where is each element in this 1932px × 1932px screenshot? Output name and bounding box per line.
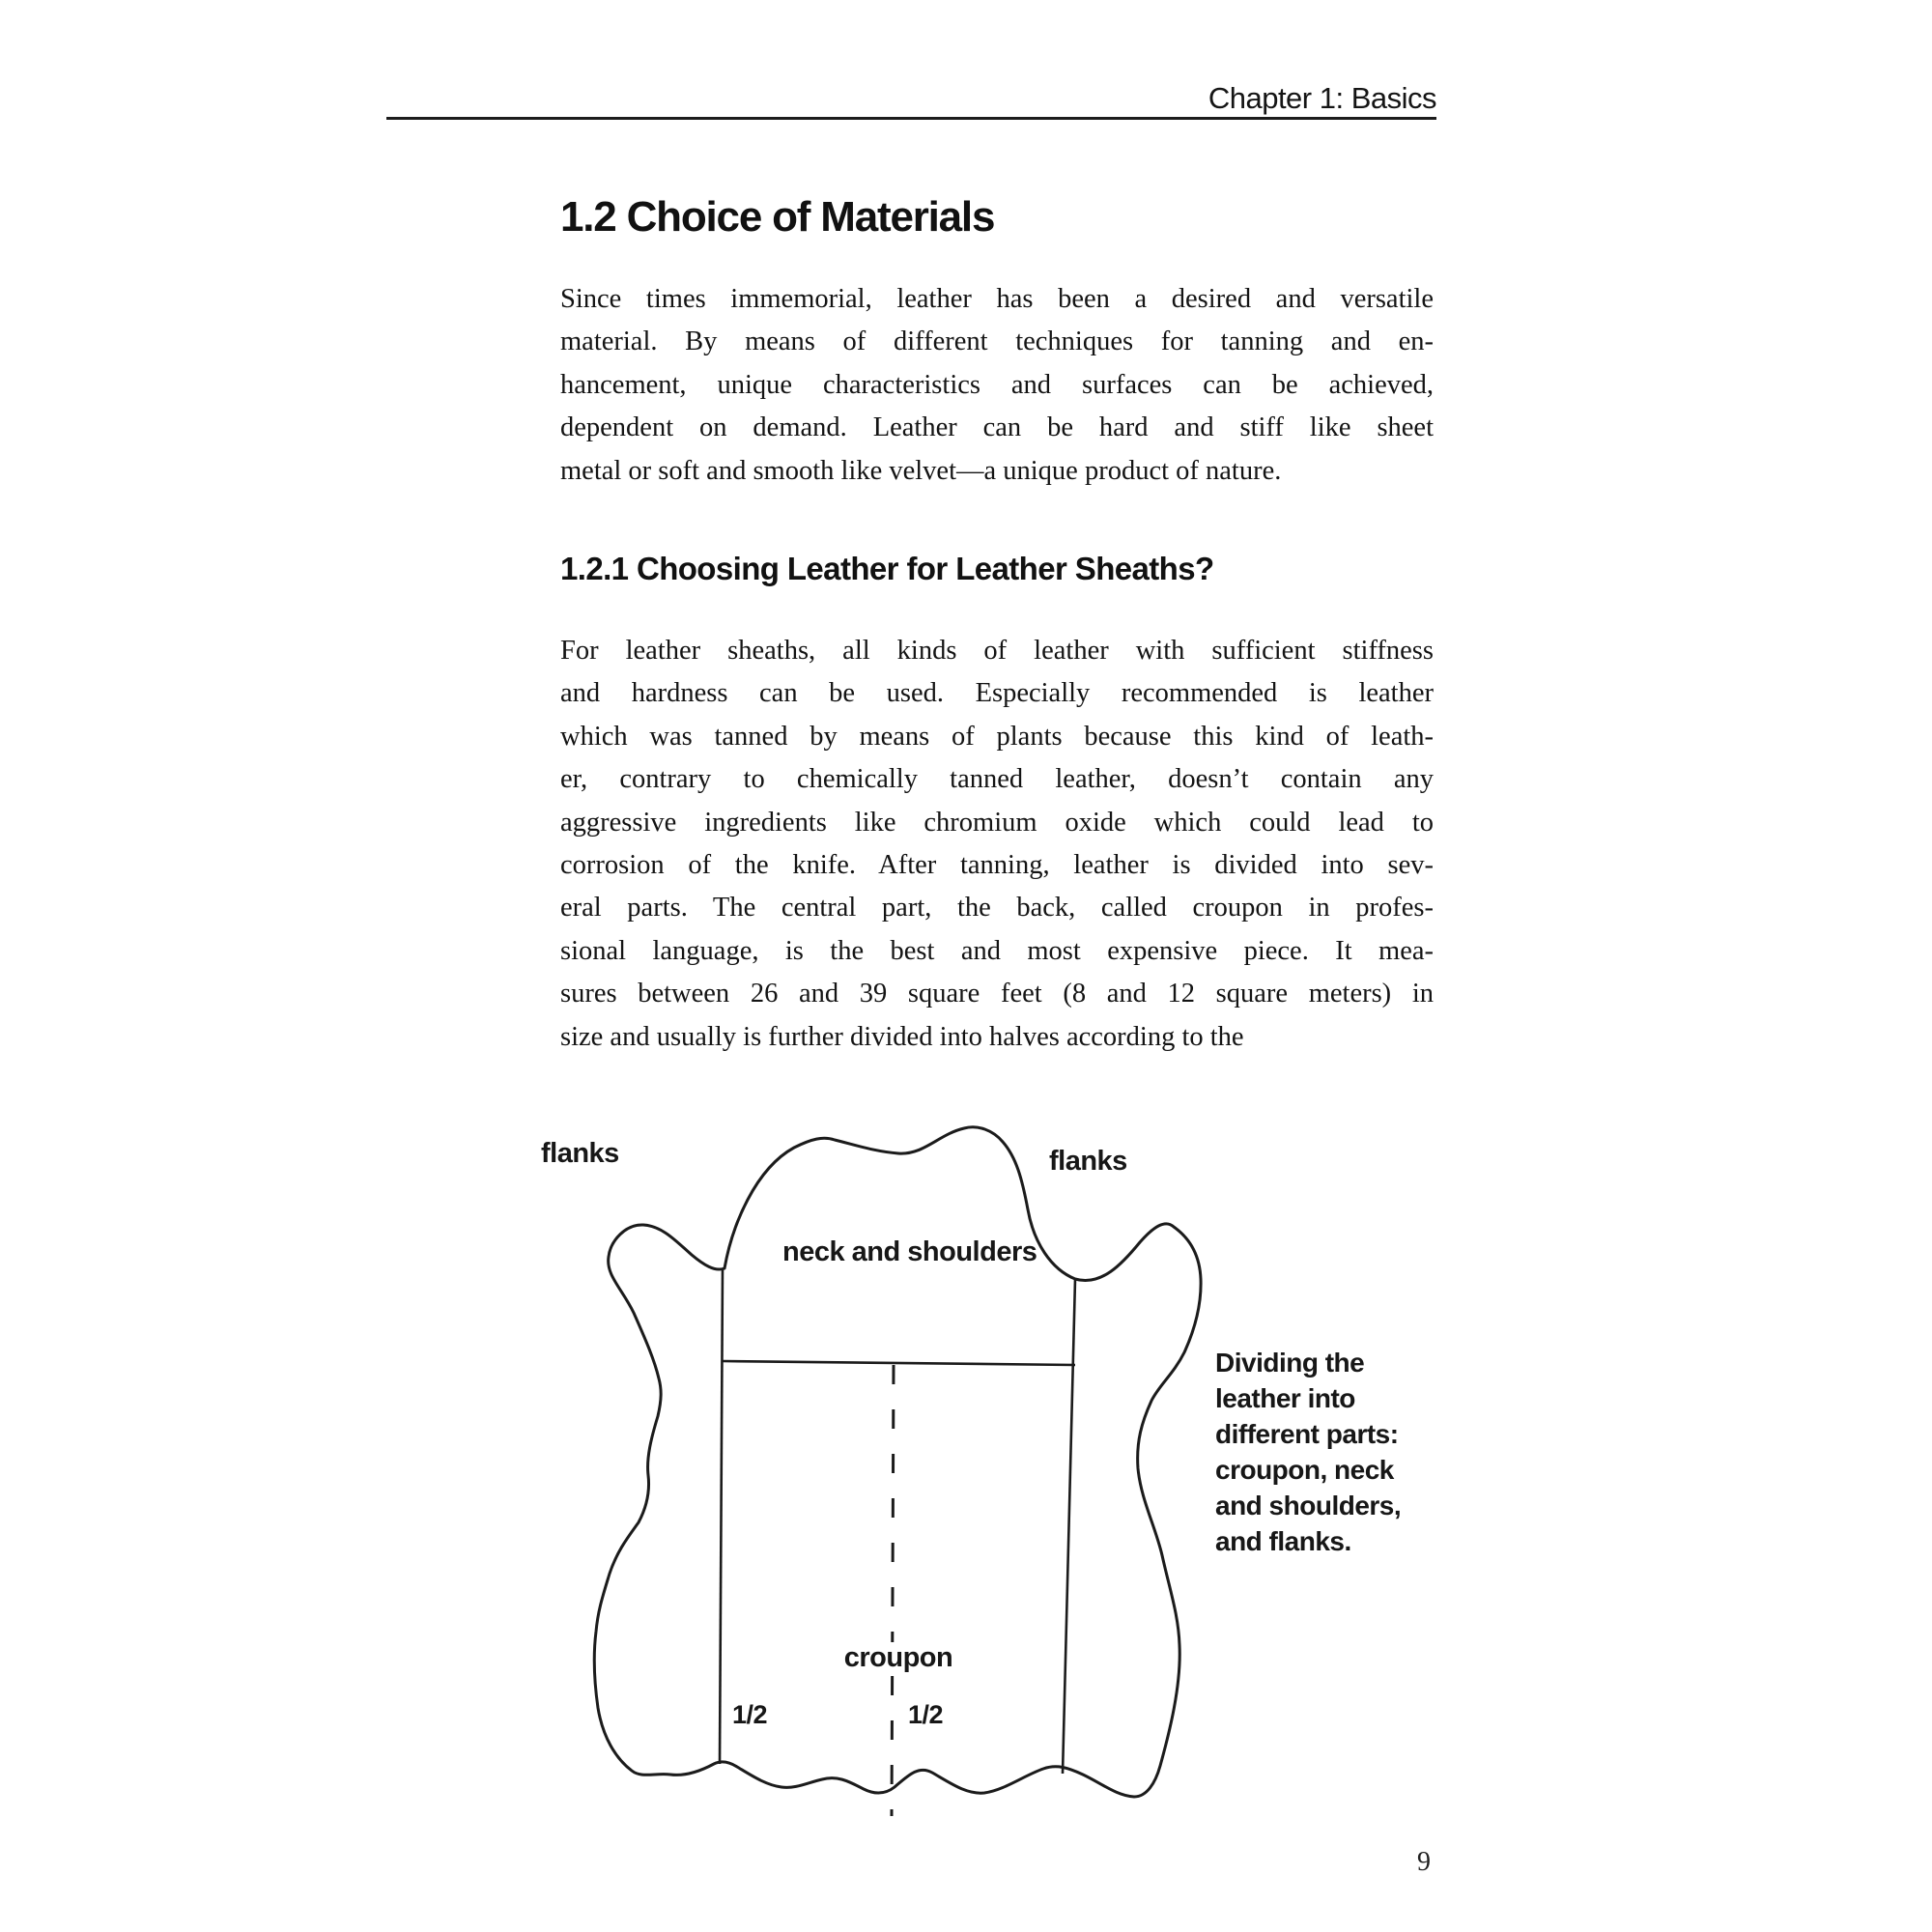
- label-half-right: 1/2: [908, 1700, 944, 1729]
- label-neck-and-shoulders: neck and shoulders: [782, 1236, 1037, 1267]
- paragraph-line: er, contrary to chemically tanned leather, doesn’t contain any: [560, 764, 1434, 795]
- subsection-title: 1.2.1 Choosing Leather for Leather Sheaths?: [560, 551, 1214, 586]
- paragraph-line: size and usually is further divided into halves according to the: [560, 1021, 1244, 1052]
- figure-caption-line: and shoulders,: [1215, 1491, 1402, 1520]
- figure-caption-line: different parts:: [1215, 1419, 1399, 1449]
- paragraph-2: [560, 630, 1434, 1059]
- figure-caption-line: Dividing the: [1215, 1348, 1365, 1378]
- paragraph-line: and hardness can be used. Especially recommended is leather: [560, 678, 1434, 709]
- header-rule: [386, 117, 1436, 120]
- paragraph-line: Since times immemorial, leather has been a desired and versatile: [560, 284, 1434, 314]
- paragraph-line: aggressive ingredients like chromium oxide which could lead to: [560, 807, 1434, 838]
- paragraph-line: which was tanned by means of plants because this kind of leath-: [560, 721, 1434, 752]
- figure-caption-line: and flanks.: [1215, 1526, 1351, 1556]
- paragraph-line: dependent on demand. Leather can be hard and stiff like sheet: [560, 412, 1434, 443]
- figure-caption-line: leather into: [1215, 1383, 1355, 1413]
- paragraph-line: sures between 26 and 39 square feet (8 and 12 square meters) in: [560, 979, 1434, 1009]
- label-half-left: 1/2: [732, 1700, 768, 1729]
- figure-caption-line: croupon, neck: [1215, 1455, 1394, 1485]
- figure-caption: [1215, 1345, 1447, 1559]
- hide-outline: [594, 1127, 1201, 1797]
- label-flanks-right: flanks: [1049, 1146, 1127, 1177]
- paragraph-line: metal or soft and smooth like velvet—a unique product of nature.: [560, 455, 1282, 486]
- section-title: 1.2 Choice of Materials: [560, 193, 995, 241]
- paragraph-line: For leather sheaths, all kinds of leather with sufficient stiffness: [560, 636, 1434, 666]
- paragraph-line: corrosion of the knife. After tanning, leather is divided into sev-: [560, 850, 1434, 881]
- paragraph-line: eral parts. The central part, the back, called croupon in profes-: [560, 893, 1434, 923]
- paragraph-1: [560, 278, 1434, 493]
- paragraph-line: sional language, is the best and most expensive piece. It mea-: [560, 935, 1434, 966]
- page-number: 9: [1417, 1847, 1431, 1877]
- label-croupon: croupon: [837, 1642, 961, 1674]
- paragraph-line: hancement, unique characteristics and surfaces can be achieved,: [560, 369, 1434, 400]
- label-flanks-left: flanks: [541, 1138, 619, 1169]
- paragraph-line: material. By means of different techniques for tanning and en-: [560, 327, 1434, 357]
- running-header: Chapter 1: Basics: [1208, 81, 1436, 115]
